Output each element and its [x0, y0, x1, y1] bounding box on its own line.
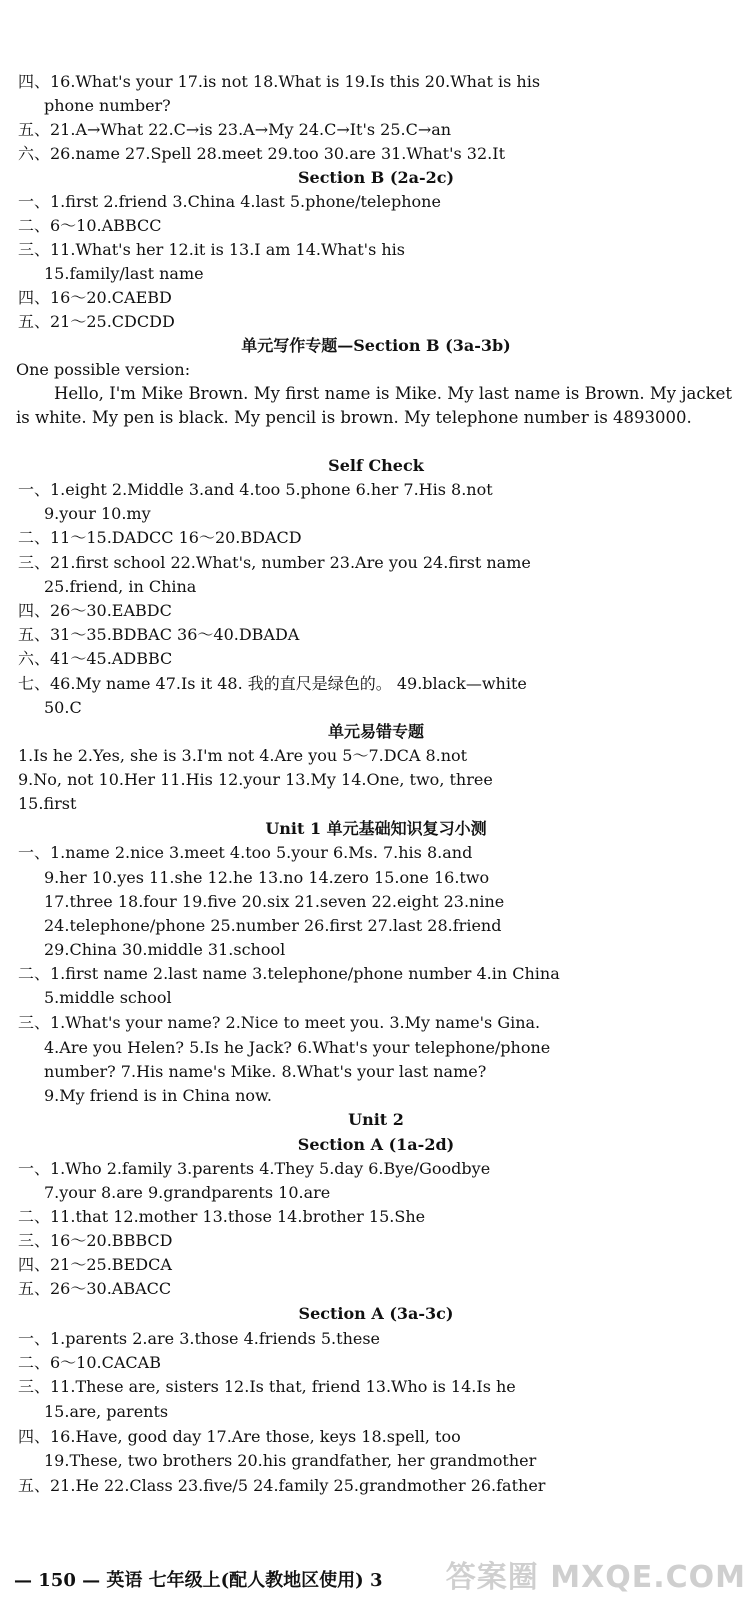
answer-line: 六、41～45.ADBBC: [18, 649, 173, 668]
answer-line: 17.three 18.four 19.five 20.six 21.seven 22.eight 23.nine: [44, 892, 505, 911]
answer-line: 五、21.A→What 22.C→is 23.A→My 24.C→It's 25.C→an: [18, 120, 452, 139]
answer-line: 19.These, two brothers 20.his grandfather, her grandmother: [44, 1451, 537, 1470]
answer-line: 五、21～25.CDCDD: [18, 312, 175, 331]
answer-line: 一、1.eight 2.Middle 3.and 4.too 5.phone 6.her 7.His 8.not: [18, 480, 493, 499]
answer-line: 一、1.Who 2.family 3.parents 4.They 5.day 6.Bye/Goodbye: [18, 1159, 491, 1178]
answer-line: 15.family/last name: [44, 264, 204, 283]
answer-line: 三、11.What's her 12.it is 13.I am 14.What's his: [18, 240, 406, 259]
answer-line: 二、11.that 12.mother 13.those 14.brother 15.She: [18, 1207, 426, 1226]
section-heading: Section B (2a-2c): [297, 168, 455, 187]
answer-line: 50.C: [44, 698, 82, 717]
answer-line: 9.My friend is in China now.: [44, 1086, 272, 1105]
answer-line: 24.telephone/phone 25.number 26.first 27.last 28.friend: [44, 916, 502, 935]
answer-line: 7.your 8.are 9.grandparents 10.are: [44, 1183, 331, 1202]
answer-line: 七、46.My name 47.Is it 48. 我的直尺是绿色的。 49.black—white: [18, 674, 527, 693]
page-footer: — 150 — 英语 七年级上(配人教地区使用) 3: [14, 1570, 383, 1591]
answer-line: 二、1.first name 2.last name 3.telephone/phone number 4.in China: [18, 964, 560, 983]
answer-line: 四、26～30.EABDC: [18, 601, 172, 620]
answer-line: 六、26.name 27.Spell 28.meet 29.too 30.are 31.What's 32.It: [18, 144, 505, 163]
answer-line: 9.her 10.yes 11.she 12.he 13.no 14.zero 15.one 16.two: [44, 868, 490, 887]
answer-line: 四、21～25.BEDCA: [18, 1255, 172, 1274]
answer-line: 二、6～10.CACAB: [18, 1353, 161, 1372]
answer-line: 9.your 10.my: [44, 504, 151, 523]
section-heading: Unit 2: [348, 1110, 404, 1129]
answer-line: 一、1.parents 2.are 3.those 4.friends 5.these: [18, 1329, 381, 1348]
answer-line: phone number?: [44, 96, 171, 115]
section-heading: Self Check: [328, 456, 424, 475]
answer-line: 5.middle school: [44, 988, 172, 1007]
writing-intro: One possible version:: [16, 360, 191, 379]
answer-line: 15.are, parents: [44, 1402, 169, 1421]
answer-line: 五、31～35.BDBAC 36～40.DBADA: [18, 625, 300, 644]
answer-line: 15.first: [18, 794, 77, 813]
answer-line: 二、11～15.DADCC 16～20.BDACD: [18, 528, 302, 547]
answer-line: 五、26～30.ABACC: [18, 1279, 172, 1298]
answer-line: 五、21.He 22.Class 23.five/5 24.family 25.grandmother 26.father: [18, 1476, 546, 1495]
section-heading: Section A (1a-2d): [297, 1135, 455, 1154]
section-heading: Unit 1 单元基础知识复习小测: [265, 819, 487, 838]
watermark-logo: 答案圈 MXQE.COM: [445, 1560, 746, 1595]
answer-line: number? 7.His name's Mike. 8.What's your last name?: [44, 1062, 487, 1081]
answer-line: 四、16～20.CAEBD: [18, 288, 172, 307]
writing-body: Hello, I'm Mike Brown. My first name is Mike. My last name is Brown. My jacket is white. My pen is black. My pencil is brown. My telephone number is 4893000.: [16, 384, 732, 427]
answer-line: 三、16～20.BBBCD: [18, 1231, 173, 1250]
answer-line: 三、21.first school 22.What's, number 23.Are you 24.first name: [18, 553, 531, 572]
answer-line: 四、16.Have, good day 17.Are those, keys 18.spell, too: [18, 1427, 461, 1446]
answer-line: 4.Are you Helen? 5.Is he Jack? 6.What's your telephone/phone: [44, 1038, 551, 1057]
answer-line: 1.Is he 2.Yes, she is 3.I'm not 4.Are you 5～7.DCA 8.not: [18, 746, 468, 765]
section-heading: Section A (3a-3c): [298, 1304, 454, 1323]
section-heading: 单元写作专题—Section B (3a-3b): [241, 336, 511, 355]
answer-line: 三、11.These are, sisters 12.Is that, friend 13.Who is 14.Is he: [18, 1377, 516, 1396]
answer-line: 四、16.What's your 17.is not 18.What is 19.Is this 20.What is his: [18, 72, 541, 91]
answer-line: 三、1.What's your name? 2.Nice to meet you. 3.My name's Gina.: [18, 1013, 541, 1032]
answer-line: 25.friend, in China: [44, 577, 197, 596]
answer-line: 29.China 30.middle 31.school: [44, 940, 286, 959]
answer-line: 9.No, not 10.Her 11.His 12.your 13.My 14.One, two, three: [18, 770, 493, 789]
answer-line: 一、1.first 2.friend 3.China 4.last 5.phone/telephone: [18, 192, 441, 211]
answer-line: 一、1.name 2.nice 3.meet 4.too 5.your 6.Ms. 7.his 8.and: [18, 843, 473, 862]
section-heading: 单元易错专题: [327, 722, 424, 741]
answer-line: 二、6～10.ABBCC: [18, 216, 162, 235]
